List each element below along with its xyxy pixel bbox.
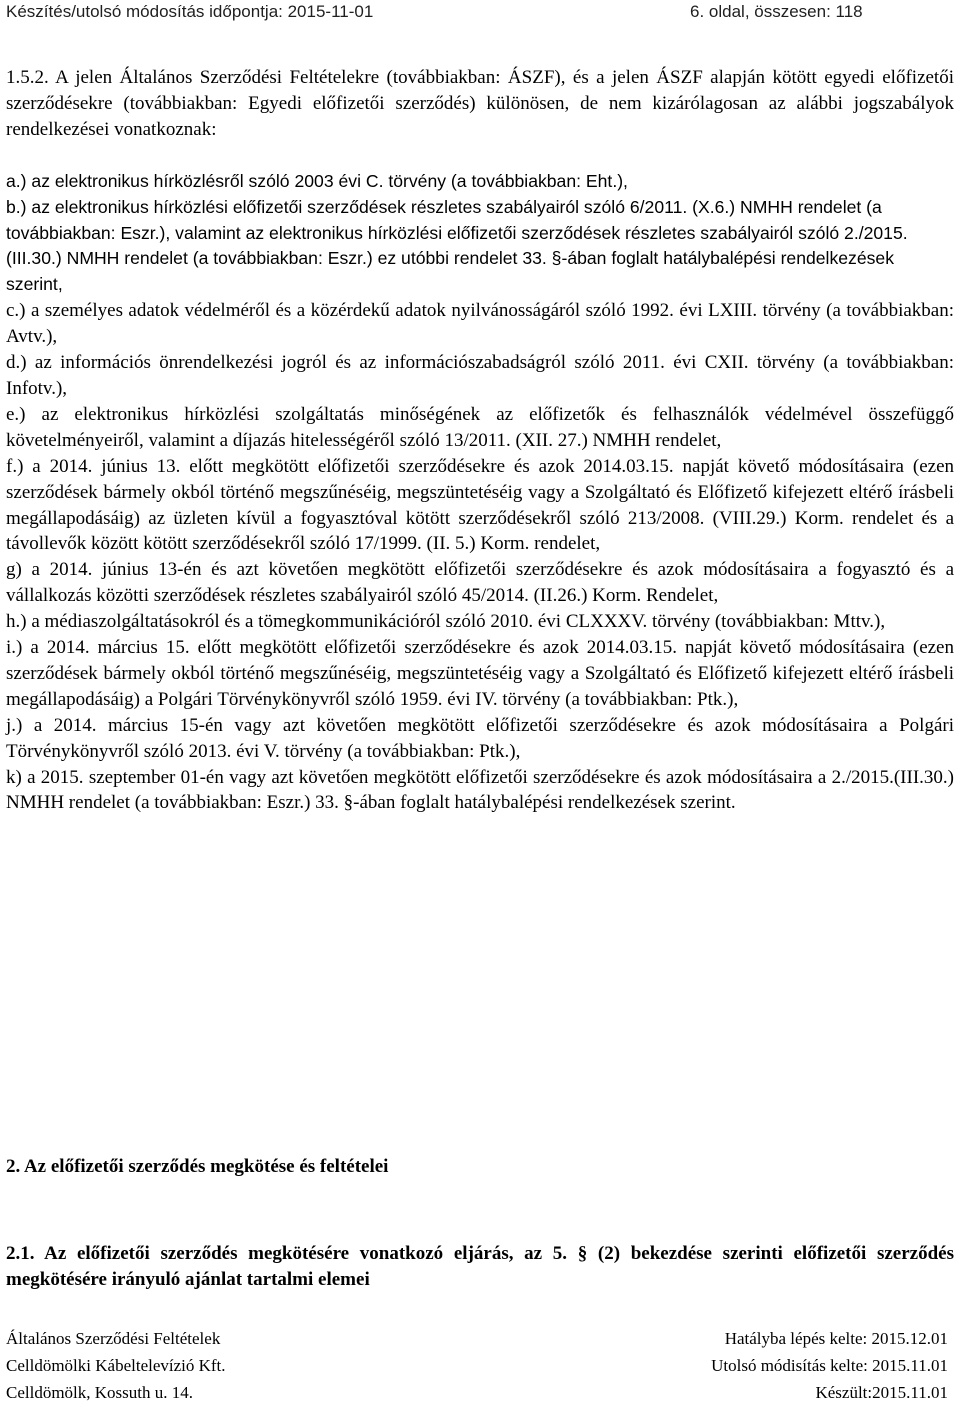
subsection-heading: 2.1. Az előfizetői szerződés megkötésére vonatkozó eljárás, az 5. § (2) bekezdése szerinti előfizetői szerződés megkötésére irányuló ajánlat tartalmi elemei	[6, 1243, 954, 1290]
header-timestamp: Készítés/utolsó módosítás időpontja: 2015-11-01	[6, 2, 374, 21]
list-item-g: g) a 2014. június 13-én és azt követően megkötött előfizetői szerződésekre és azok módosításaira a fogyasztó és a vállalkozás közötti szerződések részletes szabályairól szóló 45/2014. (II.26.) Korm. Rendelet,	[6, 559, 954, 607]
list-item-b: b.) az elektronikus hírközlési előfizetői szerződések részletes szabályairól szóló 6/2011. (X.6.) NMHH rendelet (a továbbiakban: Eszr.), valamint az elektronikus hírközlési előfizetői szerződések részletes szabályairól szóló 2./2015.(III.30.) NMHH rendelet (a továbbiakban: Eszr.) ez utóbbi rendelet 33. §-ában foglalt hatálybalépési rendelkezések szerint,	[6, 196, 908, 295]
footer-effective-date: Hatályba lépés kelte: 2015.12.01	[724, 1329, 948, 1348]
intro-paragraph: 1.5.2. A jelen Általános Szerződési Feltételekre (továbbiakban: ÁSZF), és a jelen ÁSZF alapján kötött egyedi előfizetői szerződésekre (továbbiakban: Egyedi előfizetői szerződés) különösen, de nem kizárólagosan az alábbi jogszabályok rendelkezései vonatkoznak:	[6, 67, 954, 140]
page-header	[6, 0, 954, 24]
footer-row-1	[6, 1325, 954, 1352]
header-page-count: 6. oldal, összesen: 118	[690, 2, 863, 21]
list-item-d: d.) az információs önrendelkezési jogról és az információszabadságról szóló 2011. évi CXII. törvény (a továbbiakban: Infotv.),	[6, 352, 954, 399]
list-item-i: i.) a 2014. március 15. előtt megkötött előfizetői szerződésekre és azok 2014.03.15. napját követő módosításaira (ezen szerződések bármely okból történő megszűnéséig, megszüntetéséig vagy a Szolgáltató és Előfizető kifejezett eltérő írásbeli megállapodásáig) a Polgári Törvénykönyvről szóló 1959. évi IV. törvény (a továbbiakban: Ptk.),	[6, 637, 954, 710]
list-item-a: a.) az elektronikus hírközlésről szóló 2003 évi C. törvény (a továbbiakban: Eht.),	[6, 170, 628, 191]
footer-last-modified: Utolsó módisítás kelte: 2015.11.01	[711, 1356, 948, 1375]
footer-address: Celldömölk, Kossuth u. 14.	[6, 1383, 194, 1402]
section-heading: 2. Az előfizetői szerződés megkötése és feltételei	[6, 1156, 389, 1177]
list-item-e: e.) az elektronikus hírközlési szolgáltatás minőségének az előfizetők és felhasználók védelmével összefüggő követelményeiről, valamint a díjazás hitelességéről szóló 13/2011. (XII. 27.) NMHH rendelet,	[6, 403, 954, 451]
page-footer	[6, 1325, 954, 1406]
list-item-c: c.) a személyes adatok védelméről és a közérdekű adatok nyilvánosságáról szóló 1992. évi LXIII. törvény (a továbbiakban: Avtv.),	[6, 300, 954, 348]
footer-row-2	[6, 1352, 954, 1379]
footer-doc-title: Általános Szerződési Feltételek	[6, 1329, 221, 1348]
footer-created-date: Készült:2015.11.01	[815, 1383, 948, 1402]
list-item-f: f.) a 2014. június 13. előtt megkötött előfizetői szerződésekre és azok 2014.03.15. napját követő módosításaira (ezen szerződések bármely okból történő megszűnéséig, megszüntetéséig vagy a Szolgáltató és Előfizető kifejezett eltérő írásbeli megállapodásáig) az üzleten kívül a fogyasztóval kötött szerződésekről szóló 213/2008. (VIII.29.) Korm. rendelet és a távollevők között kötött szerződésekről szóló 17/1999. (II. 5.) Korm. rendelet,	[6, 455, 954, 555]
footer-row-3	[6, 1379, 954, 1406]
list-item-j: j.) a 2014. március 15-én vagy azt követően megkötött előfizetői szerződésekre és azok módosításaira a Polgári Törvénykönyvről szóló 2013. évi V. törvény (a továbbiakban: Ptk.),	[6, 714, 954, 762]
document-body	[6, 65, 954, 816]
footer-company: Celldömölki Kábeltelevízió Kft.	[6, 1356, 226, 1375]
list-item-h: h.) a médiaszolgáltatásokról és a tömegkommunikációról szóló 2010. évi CLXXXV. törvény (továbbiakban: Mttv.),	[6, 611, 886, 633]
paragraph-gap	[6, 143, 954, 169]
list-item-k: k) a 2015. szeptember 01-én vagy azt követően megkötött előfizetői szerződésekre és azok módosításaira a 2./2015.(III.30.) NMHH rendelet (a továbbiakban: Eszr.) 33. §-ában foglalt hatálybalépési rendelkezések szerint.	[6, 766, 954, 814]
